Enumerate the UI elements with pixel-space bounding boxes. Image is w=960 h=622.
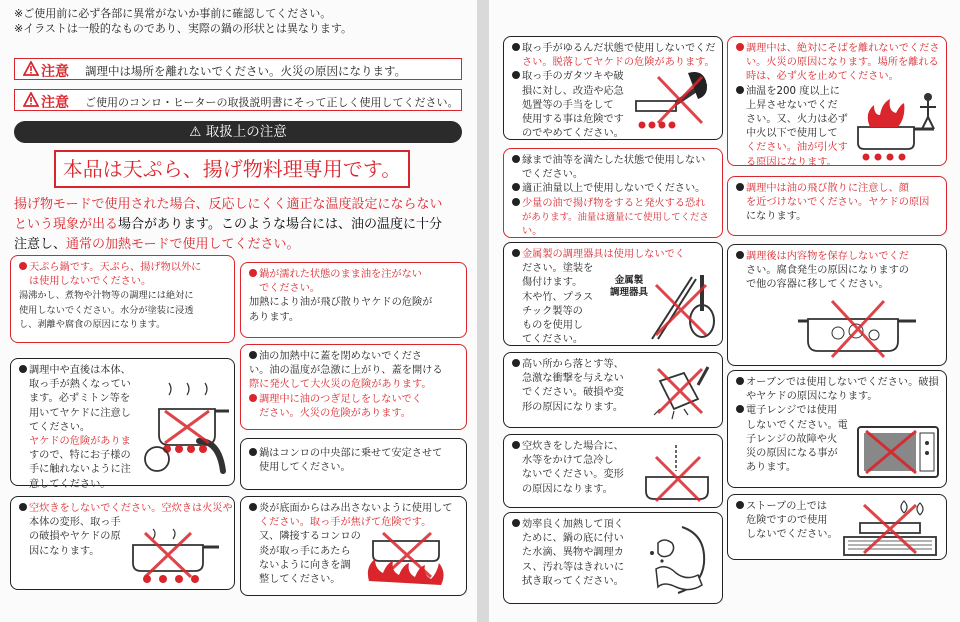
card-text: 空炊きをしないでください。空炊きは火災や: [29, 503, 233, 514]
caution-label: 注意: [41, 95, 69, 111]
top-notes: [14, 6, 352, 36]
card-text: 空炊きをした場合に、: [522, 441, 624, 452]
card-text: い。火災の原因になります。場所を離れる: [746, 57, 939, 69]
card-text: ヤケドの危険がありま: [29, 436, 131, 448]
card-text: 調理中や直後は本体、: [29, 365, 131, 376]
card-text: 油の加熱中に蓋を閉めないでくださ: [259, 351, 422, 362]
card-text: 時は、必ず火を止めてください。: [746, 71, 899, 83]
metal-utensils-illustration: [636, 271, 720, 341]
card-text: を近づけないでください。ヤケドの原因: [746, 197, 930, 209]
card-text: ないように向きを調: [259, 559, 351, 571]
card-text: ために、鍋の底に付い: [522, 533, 624, 545]
top-note-1: ※ご使用前に必ず各部に異常がないか事前に確認してください。: [14, 7, 332, 20]
card-text: やヤケドの原因になります。: [746, 391, 878, 403]
card-text: 鍋が濡れた状態のまま油を注がない: [259, 269, 422, 280]
card-text: さい。又、火力は必ず: [746, 114, 848, 126]
top-note-2: ※イラストは一般的なものであり、実際の鍋の形状とは異なります。: [14, 22, 353, 35]
card-wet-pot: [240, 262, 467, 338]
card-text: のでやめてください。: [522, 128, 624, 140]
card-text: になります。: [746, 211, 807, 223]
card-text: すので、特にお子様の: [29, 450, 131, 462]
card-text: 電子レンジでは使用: [746, 405, 838, 417]
card-no-stove: [727, 494, 947, 560]
card-no-oven: [727, 370, 947, 488]
falling-pot-illustration: [644, 361, 714, 423]
water-pour-illustration: [638, 443, 716, 505]
card-text: で他の容器に移してください。: [746, 279, 889, 291]
card-text: 天ぷら鍋です。天ぷら、揚げ物以外に: [29, 262, 202, 273]
caution-box-1: [14, 58, 462, 80]
card-text: 使用する事は危険です: [522, 114, 624, 126]
card-text: てください。: [522, 334, 584, 346]
card-text: し、剥離や腐食の原因になります。: [19, 318, 166, 330]
card-text: しないでください。: [746, 529, 838, 541]
card-text: 金属製の調理器具は使用しないでく: [522, 249, 685, 260]
card-text: 手に触れないように注: [29, 464, 131, 476]
card-text: る原因になります。: [746, 156, 837, 168]
card-text: 効率良く加熱して頂く: [522, 519, 624, 530]
flame-overflow-illustration: [359, 531, 459, 591]
card-text: ください。取っ手が焦げて危険です。: [259, 517, 432, 529]
card-oil-splatter: [727, 176, 947, 236]
card-text: 上昇させないでくだ: [746, 99, 838, 111]
card-text: ください。油が引火す: [746, 142, 848, 154]
card-text: 拭き取ってください。: [522, 575, 624, 587]
intro-line-3: 注意し、: [14, 237, 67, 252]
card-text: 取っ手がゆるんだ状態で使用しないでくだ: [522, 43, 716, 54]
card-text: でください。: [522, 169, 584, 181]
card-text: 少量の油で揚げ物をすると発火する恐れ: [522, 197, 706, 209]
warning-icon: [23, 92, 39, 107]
card-text: 形の原因になります。: [522, 401, 624, 413]
card-tempura-only: [10, 255, 235, 343]
loose-handle-illustration: [630, 67, 718, 137]
card-text: 取っ手のガタツキや破: [522, 71, 624, 83]
card-text: 子レンジの故障や火: [746, 433, 838, 445]
card-text: 本体の変形、取っ手: [29, 517, 121, 529]
card-no-drop: [503, 352, 723, 428]
card-text: しないでください。電: [746, 419, 848, 431]
card-text: 取っ手が熱くなってい: [29, 379, 131, 391]
card-wipe-bottom: [503, 512, 723, 604]
card-text: い。: [522, 226, 543, 238]
card-text: ものを使用し: [522, 320, 584, 332]
card-text: 適正油量以上で使用しないでください。: [522, 183, 706, 195]
card-flame-size: [240, 496, 467, 596]
card-text: 調理後は内容物を保存しないでくだ: [746, 251, 909, 262]
card-text: ストーブの上では: [746, 501, 827, 512]
card-text: 意してください。: [29, 478, 111, 490]
left-page: [0, 0, 477, 622]
card-text: 調理中に油のつぎ足しをしないでく: [259, 393, 422, 405]
card-text: 調理中は、絶対にそばを離れないでくださ: [746, 43, 940, 54]
headline: 本品は天ぷら、揚げ物料理専用です。: [62, 157, 402, 181]
wiping-pot-illustration: [642, 523, 718, 599]
caution-label: 注意: [41, 64, 69, 80]
card-lid-closed: [240, 344, 467, 430]
child-touching-pot-illustration: [139, 381, 231, 481]
microwave-illustration: [856, 425, 940, 481]
card-text: 急激な衝撃を与えない: [522, 373, 624, 385]
card-text: あります。: [746, 462, 797, 474]
card-text: 炎が底面からはみ出さないように使用して: [259, 503, 453, 514]
empty-pot-illustration: [123, 527, 223, 587]
card-text: 使用してください。: [259, 462, 351, 474]
card-text: 整してください。: [259, 574, 341, 586]
card-text: でください。: [259, 283, 321, 295]
card-text: 炎が取っ手にあたら: [259, 545, 351, 557]
card-stay-near: [727, 36, 947, 166]
card-text: 縁まで油等を満たした状態で使用しない: [522, 155, 706, 166]
section-title: 取扱上の注意: [205, 124, 287, 140]
card-oil-level: [503, 148, 723, 238]
caution-text: ご使用のコンロ・ヒーターの取扱説明書にそって正しく使用してください。: [85, 96, 459, 109]
card-metal-utensils: [503, 242, 723, 346]
card-text: 調理中は油の飛び散りに注意し、顔: [746, 183, 909, 194]
card-no-rapid-cool: [503, 434, 723, 508]
card-text: でください。破損や変: [522, 387, 624, 399]
intro-line-2: 場合があります。このような場合には、油の温度に十分: [118, 217, 442, 232]
intro-line-3-red: 通常の加熱モードで使用してください。: [66, 237, 300, 252]
card-text: い。油の温度が急激に上がり、蓋を開ける: [249, 365, 443, 377]
card-no-empty-heating: [10, 496, 235, 590]
headline-box: [54, 150, 410, 188]
card-text: ます。必ずミトン等を: [29, 393, 131, 405]
stored-food-illustration: [798, 297, 918, 361]
card-text: 傷付けます。: [522, 277, 583, 289]
warning-icon: ⚠: [189, 124, 206, 140]
card-text: 危険ですので使用: [746, 515, 828, 527]
card-text: 高い所から落とす等、: [522, 359, 624, 370]
caution-box-2: [14, 89, 462, 111]
card-text: ださい。火災の危険があります。: [259, 407, 411, 419]
card-text: ださい。塗装を: [522, 263, 594, 275]
caution-text: 調理中は場所を離れないでください。火災の原因になります。: [85, 64, 407, 78]
card-center-burner: [240, 438, 467, 490]
card-text: 加熱により油が飛び散りヤケドの危険が: [249, 297, 433, 309]
card-text: 用いてヤケドに注意し: [29, 407, 131, 419]
card-text: 災の原因になる事が: [746, 448, 838, 460]
card-loose-handle: [503, 36, 723, 140]
section-band: [14, 121, 462, 143]
card-text: 又、隣接するコンロの: [259, 531, 361, 543]
card-text: あります。: [249, 311, 300, 323]
card-text: 水等をかけて急冷し: [522, 455, 614, 467]
card-text: チック製等の: [522, 305, 583, 317]
card-text: 油温を200 度以上に: [746, 85, 840, 97]
card-text: た水滴、異物や調理カ: [522, 547, 624, 559]
card-text: 使用しないでください。水分が塗装に浸透: [19, 304, 194, 316]
intro-line-2-red: という現象が出る: [14, 217, 119, 232]
card-text: 際に発火して大火災の危険があります。: [249, 379, 432, 391]
card-text: さい。腐食発生の原因になりますの: [746, 265, 909, 277]
card-text: オーブンでは使用しないでください。破損: [746, 377, 939, 388]
card-hot-handle: [10, 358, 235, 490]
card-text: ス、汚れ等はきれいに: [522, 561, 625, 573]
intro-line-1: 揚げ物モードで使用された場合、反応しにくく適正な温度設定にならない: [14, 197, 443, 212]
metal-utensil-label: 金属製 調理器具: [610, 275, 649, 298]
card-text: 木や竹、プラス: [522, 291, 594, 303]
card-text: があります。油量は適量にて使用してくださ: [522, 211, 709, 223]
card-text: さい。脱落してヤケドの危険があります。: [522, 57, 715, 69]
card-text: 湯沸かし、煮物や汁物等の調理には絶対に: [19, 290, 194, 302]
warning-icon: [23, 61, 39, 76]
card-text: 鍋はコンロの中央部に乗せて安定させて: [259, 448, 443, 459]
card-text: は使用しないでください。: [29, 276, 152, 288]
intro-paragraph: [14, 195, 466, 255]
card-text: の原因になります。: [522, 483, 613, 495]
card-text: 損に対し、改造や応急: [522, 85, 624, 97]
stove-illustration: [840, 499, 940, 557]
card-text: 中火以下で使用して: [746, 128, 838, 140]
card-text: 因になります。: [29, 545, 100, 557]
right-page: [489, 0, 960, 622]
card-text: の破損やヤケドの原: [29, 531, 121, 543]
fire-pot-illustration: [850, 89, 944, 163]
card-text: ないでください。変形: [522, 469, 624, 481]
card-no-storage: [727, 244, 947, 366]
card-text: てください。: [29, 421, 91, 433]
card-text: 処置等の手当をして: [522, 99, 614, 111]
